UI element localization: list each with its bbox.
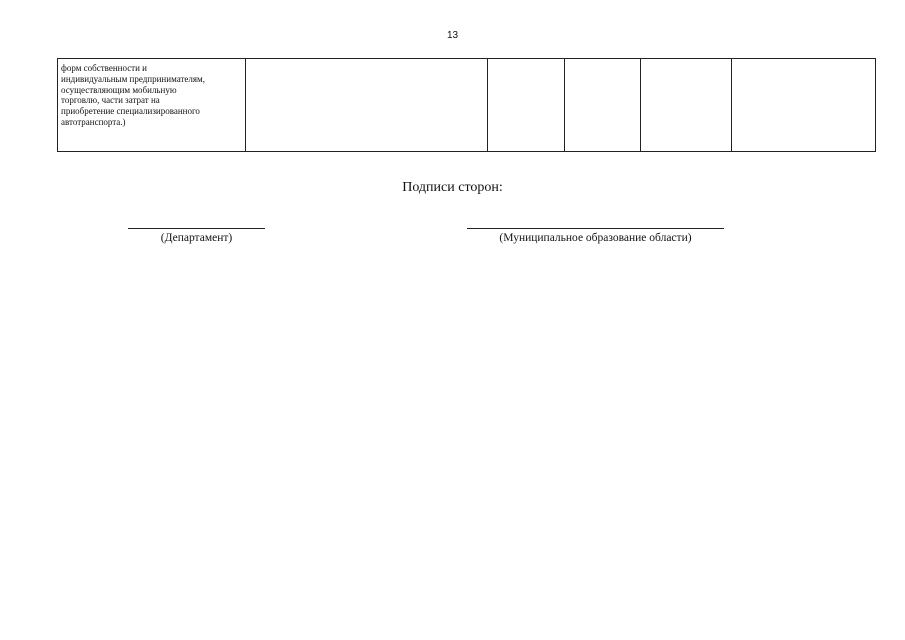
table-cell-empty bbox=[732, 59, 876, 152]
table-cell-description bbox=[58, 59, 246, 152]
signature-block-department bbox=[128, 219, 265, 244]
table-cell-empty bbox=[565, 59, 641, 152]
table-cell-empty bbox=[641, 59, 732, 152]
signature-line bbox=[128, 219, 265, 229]
table-cell-empty bbox=[488, 59, 565, 152]
table-row bbox=[58, 59, 876, 152]
table-continuation bbox=[57, 58, 876, 152]
signatures-title: Подписи сторон: bbox=[402, 180, 503, 195]
signature-caption-municipality: (Муниципальное образование области) bbox=[499, 232, 692, 244]
signature-line bbox=[467, 219, 724, 229]
page-number: 13 bbox=[446, 30, 459, 41]
signature-block-municipality bbox=[467, 219, 724, 244]
signature-caption-department: (Департамент) bbox=[160, 232, 233, 244]
table-cell-empty bbox=[246, 59, 488, 152]
cell-description-text: форм собственности и индивидуальным предпринимателям, осуществляющим мобильную торговлю, части затрат на приобретение специализированного автотранспорта.) bbox=[61, 63, 205, 127]
